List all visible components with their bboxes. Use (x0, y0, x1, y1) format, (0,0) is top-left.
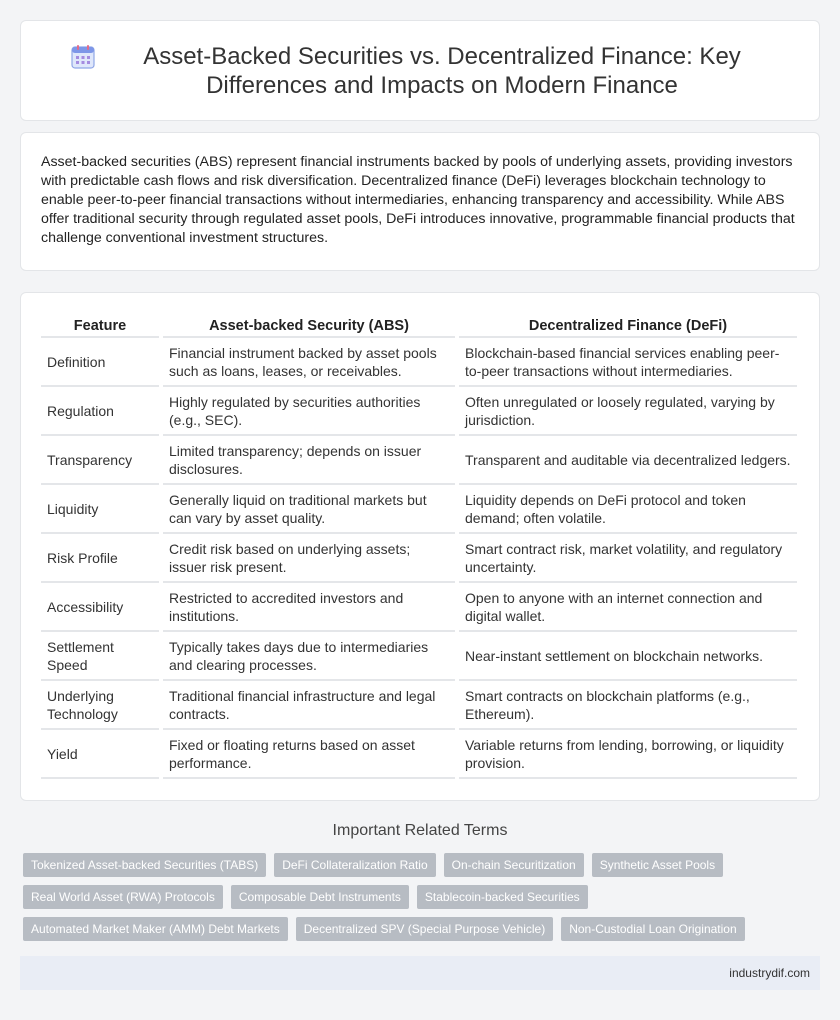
abs-cell: Traditional financial infrastructure and legal contracts. (161, 680, 457, 729)
related-term-tag[interactable]: Non-Custodial Loan Origination (561, 917, 744, 941)
footer (20, 956, 820, 990)
related-term-tag[interactable]: On-chain Securitization (444, 853, 584, 877)
abs-cell: Fixed or floating returns based on asset performance. (161, 729, 457, 778)
related-terms-section (0, 820, 840, 936)
related-term-tag[interactable]: Stablecoin-backed Securities (417, 885, 588, 909)
column-header-abs: Asset-backed Security (ABS) (161, 307, 457, 337)
tag-row (23, 885, 823, 909)
tag-row (23, 917, 823, 941)
table-row (41, 484, 797, 533)
feature-cell: Yield (41, 729, 161, 778)
table-row (41, 582, 797, 631)
header (70, 42, 770, 100)
abs-cell: Highly regulated by securities authorities (e.g., SEC). (161, 386, 457, 435)
abs-cell: Limited transparency; depends on issuer disclosures. (161, 435, 457, 484)
footer-site-link[interactable]: industrydif.com (729, 966, 810, 980)
page-title: Asset-Backed Securities vs. Decentralized Finance: Key Differences and Impacts on Modern Finance (143, 42, 741, 99)
defi-cell: Often unregulated or loosely regulated, varying by jurisdiction. (457, 386, 797, 435)
column-header-feature: Feature (41, 307, 161, 337)
table-row (41, 680, 797, 729)
feature-cell: Underlying Technology (41, 680, 161, 729)
feature-cell: Regulation (41, 386, 161, 435)
table-row (41, 533, 797, 582)
abs-cell: Generally liquid on traditional markets but can vary by asset quality. (161, 484, 457, 533)
related-term-tag[interactable]: Tokenized Asset-backed Securities (TABS) (23, 853, 266, 877)
related-term-tag[interactable]: Decentralized SPV (Special Purpose Vehicle) (296, 917, 553, 941)
table-row (41, 631, 797, 680)
feature-cell: Definition (41, 337, 161, 386)
calendar-icon (70, 44, 96, 70)
feature-cell: Accessibility (41, 582, 161, 631)
tag-row (23, 853, 823, 877)
comparison-table (41, 307, 797, 779)
related-term-tag[interactable]: Composable Debt Instruments (231, 885, 409, 909)
defi-cell: Open to anyone with an internet connection and digital wallet. (457, 582, 797, 631)
table-row (41, 729, 797, 778)
abs-cell: Financial instrument backed by asset pools such as loans, leases, or receivables. (161, 337, 457, 386)
defi-cell: Smart contract risk, market volatility, and regulatory uncertainty. (457, 533, 797, 582)
defi-cell: Liquidity depends on DeFi protocol and token demand; often volatile. (457, 484, 797, 533)
table-row (41, 386, 797, 435)
defi-cell: Variable returns from lending, borrowing, or liquidity provision. (457, 729, 797, 778)
table-row (41, 337, 797, 386)
related-term-tag[interactable]: Automated Market Maker (AMM) Debt Markets (23, 917, 288, 941)
table-row (41, 435, 797, 484)
comparison-table-card (20, 292, 820, 801)
defi-cell: Blockchain-based financial services enabling peer-to-peer transactions without intermediaries. (457, 337, 797, 386)
defi-cell: Near-instant settlement on blockchain networks. (457, 631, 797, 680)
column-header-defi: Decentralized Finance (DeFi) (457, 307, 797, 337)
feature-cell: Settlement Speed (41, 631, 161, 680)
related-terms-tags (23, 853, 823, 949)
related-term-tag[interactable]: Synthetic Asset Pools (592, 853, 723, 877)
abs-cell: Credit risk based on underlying assets; issuer risk present. (161, 533, 457, 582)
related-terms-title: Important Related Terms (332, 822, 508, 839)
table-header-row (41, 307, 797, 337)
intro-card (20, 132, 820, 271)
abs-cell: Restricted to accredited investors and institutions. (161, 582, 457, 631)
feature-cell: Risk Profile (41, 533, 161, 582)
defi-cell: Smart contracts on blockchain platforms (e.g., Ethereum). (457, 680, 797, 729)
header-card (20, 20, 820, 121)
related-term-tag[interactable]: DeFi Collateralization Ratio (274, 853, 435, 877)
feature-cell: Liquidity (41, 484, 161, 533)
related-term-tag[interactable]: Real World Asset (RWA) Protocols (23, 885, 223, 909)
abs-cell: Typically takes days due to intermediaries and clearing processes. (161, 631, 457, 680)
intro-paragraph: Asset-backed securities (ABS) represent financial instruments backed by pools of underlying assets, providing investors with predictable cash flows and risk diversification. Decentralized finance (DeFi) leverages blockchain technology to enable peer-to-peer financial transactions without intermediaries, enhancing transparency and accessibility. While ABS offer traditional security through regulated asset pools, DeFi introduces innovative, programmable financial products that challenge conventional investment structures. (41, 154, 795, 246)
defi-cell: Transparent and auditable via decentralized ledgers. (457, 435, 797, 484)
feature-cell: Transparency (41, 435, 161, 484)
